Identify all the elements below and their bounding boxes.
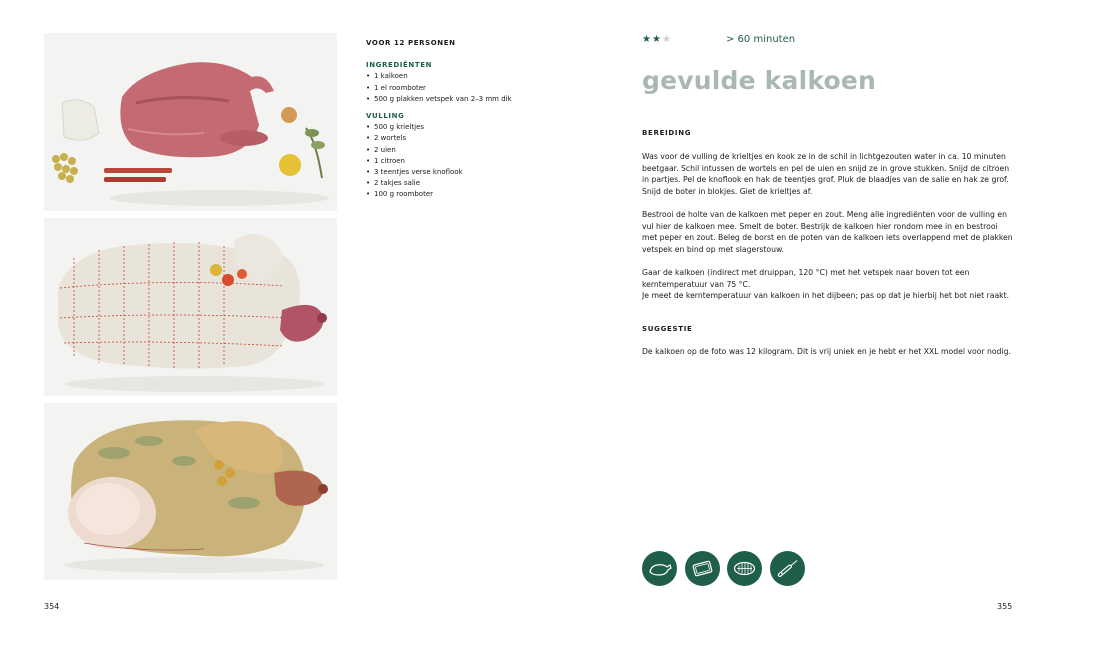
difficulty-stars-filled: ★★ — [642, 34, 662, 45]
thermometer-icon — [770, 551, 805, 586]
difficulty-rating — [642, 34, 672, 45]
filling-list — [366, 122, 566, 200]
servings-label: VOOR 12 PERSONEN — [366, 39, 456, 47]
preparation-paragraph: Was voor de vulling de krieltjes en kook ze in de schil in lichtgezouten water in ca. 10 minuten beetgaar. Schil intussen de wortels en pel de uien en snijd ze in grove stukken. Snijd de citroen in partjes. Pel de knoflook en hak de teentjes grof. Pluk de blaadjes van de salie en hak ze grof. Snijd de boter in blokjes. Giet de krieltjes af. — [642, 152, 1010, 196]
filling-item: • 2 takjes salie — [366, 178, 566, 189]
filling-heading: VULLING — [366, 112, 405, 121]
ingredient-item: • 1 kalkoen — [366, 71, 566, 82]
equipment-icons — [642, 551, 812, 586]
ingredients-column — [366, 38, 566, 207]
filling-item: • 2 wortels — [366, 133, 566, 144]
drip-pan-icon — [685, 551, 720, 586]
suggestion-heading: SUGGESTIE — [642, 325, 693, 333]
duration-label: > 60 minuten — [726, 34, 796, 45]
turkey-icon — [642, 551, 677, 586]
photo-cooked-turkey — [44, 403, 337, 580]
preparation-text — [642, 151, 1014, 313]
photo-wrapped-turkey — [44, 218, 337, 396]
preparation-heading: BEREIDING — [642, 129, 692, 137]
ingredients-heading: INGREDIËNTEN — [366, 61, 433, 70]
recipe-meta — [642, 34, 1042, 50]
filling-item: • 3 teentjes verse knoflook — [366, 167, 566, 178]
ingredient-item: • 500 g plakken vetspek van 2–3 mm dik — [366, 94, 566, 105]
filling-item: • 1 citroen — [366, 156, 566, 167]
preparation-paragraph: Gaar de kalkoen (indirect met druippan, 120 °C) met het vetspek naar boven tot een kerntemperatuur van 75 °C. Je meet de kerntemperatuur van kalkoen in het dijbeen; pas op dat je hierbij het bot niet raakt. — [642, 267, 1010, 301]
suggestion-text — [642, 346, 1014, 369]
suggestion-paragraph: De kalkoen op de foto was 12 kilogram. Dit is vrij uniek en je hebt er het XXL model voor nodig. — [642, 347, 1011, 356]
ingredient-item: • 1 el roomboter — [366, 83, 566, 94]
page-number-left: 354 — [44, 602, 60, 611]
filling-item: • 500 g krieltjes — [366, 122, 566, 133]
page-number-right: 355 — [997, 602, 1013, 611]
filling-item: • 100 g roomboter — [366, 189, 566, 200]
recipe-title: gevulde kalkoen — [642, 66, 877, 95]
photo-raw-turkey — [44, 33, 337, 211]
preparation-paragraph: Bestrooi de holte van de kalkoen met peper en zout. Meng alle ingrediënten voor de vulling en vul hier de kalkoen mee. Smelt de boter. Bestrijk de kalkoen hier rondom mee in en bestrooi met peper en zout. Beleg de borst en de poten van de kalkoen iets overlappend met de plakken vetspek en bind op met slagerstouw. — [642, 209, 1013, 254]
grill-grate-icon — [727, 551, 762, 586]
difficulty-stars-empty: ★ — [661, 34, 672, 45]
filling-item: • 2 uien — [366, 145, 566, 156]
ingredients-list — [366, 71, 566, 105]
